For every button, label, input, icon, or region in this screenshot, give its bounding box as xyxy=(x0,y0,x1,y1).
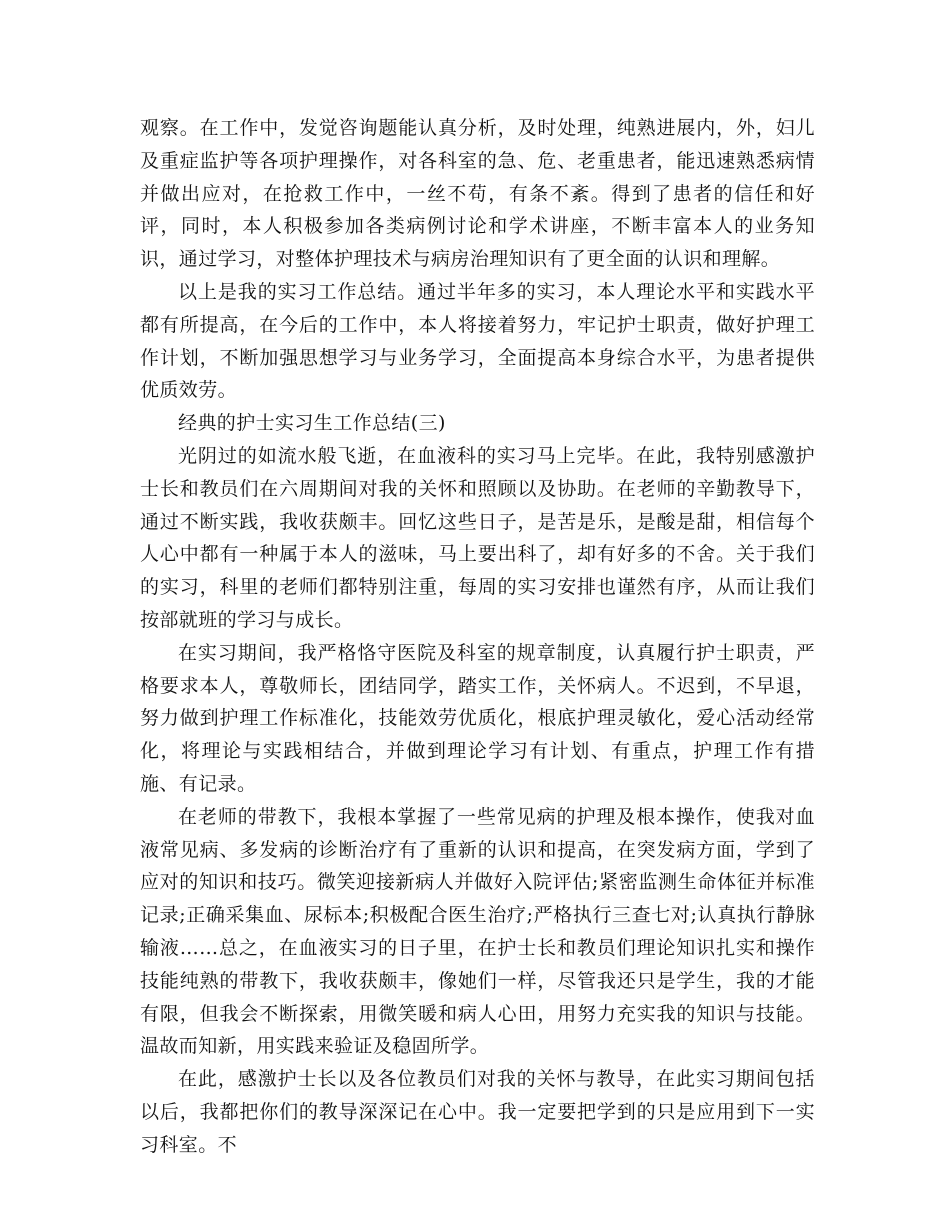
paragraph-5: 在老师的带教下，我根本掌握了一些常见病的护理及根本操作，使我对血液常见病、多发病的诊断治疗有了重新的认识和提高，在突发病方面，学到了应对的知识和技巧。微笑迎接新病人并做好入院评估;紧密监测生命体征并标准记录;正确采集血、尿标本;积极配合医生治疗;严格执行三查七对;认真执行静脉输液……总之，在血液实习的日子里，在护士长和教员们理论知识扎实和操作技能纯熟的带教下，我收获颇丰，像她们一样，尽管我还只是学生，我的才能有限，但我会不断探索，用微笑暖和病人心田，用努力充实我的知识与技能。温故而知新，用实践来验证及稳固所学。 xyxy=(140,805,815,1058)
document-body xyxy=(140,112,815,1162)
paragraph-1: 观察。在工作中，发觉咨询题能认真分析，及时处理，纯熟进展内，外，妇儿及重症监护等各项护理操作，对各科室的急、危、老重患者，能迅速熟悉病情并做出应对，在抢救工作中，一丝不苟，有条不紊。得到了患者的信任和好评，同时，本人积极参加各类病例讨论和学术讲座，不断丰富本人的业务知识，通过学习，对整体护理技术与病房治理知识有了更全面的认识和理解。 xyxy=(140,117,815,271)
paragraph-4: 在实习期间，我严格恪守医院及科室的规章制度，认真履行护士职责，严格要求本人，尊敬师长，团结同学，踏实工作，关怀病人。不迟到，不早退，努力做到护理工作标准化，技能效劳优质化，根底护理灵敏化，爱心活动经常化，将理论与实践相结合，并做到理论学习有计划、有重点，护理工作有措施、有记录。 xyxy=(140,641,815,795)
section-heading: 经典的护士实习生工作总结(三) xyxy=(178,412,446,435)
paragraph-6: 在此，感激护士长以及各位教员们对我的关怀与教导，在此实习期间包括以后，我都把你们的教导深深记在心中。我一定要把学到的只是应用到下一实习科室。不 xyxy=(140,1068,815,1156)
paragraph-3: 光阴过的如流水般飞逝，在血液科的实习马上完毕。在此，我特别感激护士长和教员们在六周期间对我的关怀和照顾以及协助。在老师的辛勤教导下，通过不断实践，我收获颇丰。回忆这些日子，是苦是乐，是酸是甜，相信每个人心中都有一种属于本人的滋味，马上要出科了，却有好多的不舍。关于我们的实习，科里的老师们都特别注重，每周的实习安排也谨然有序，从而让我们按部就班的学习与成长。 xyxy=(140,444,815,631)
paragraph-2: 以上是我的实习工作总结。通过半年多的实习，本人理论水平和实践水平都有所提高，在今后的工作中，本人将接着努力，牢记护士职责，做好护理工作计划，不断加强思想学习与业务学习，全面提高本身综合水平，为患者提供优质效劳。 xyxy=(140,280,815,402)
